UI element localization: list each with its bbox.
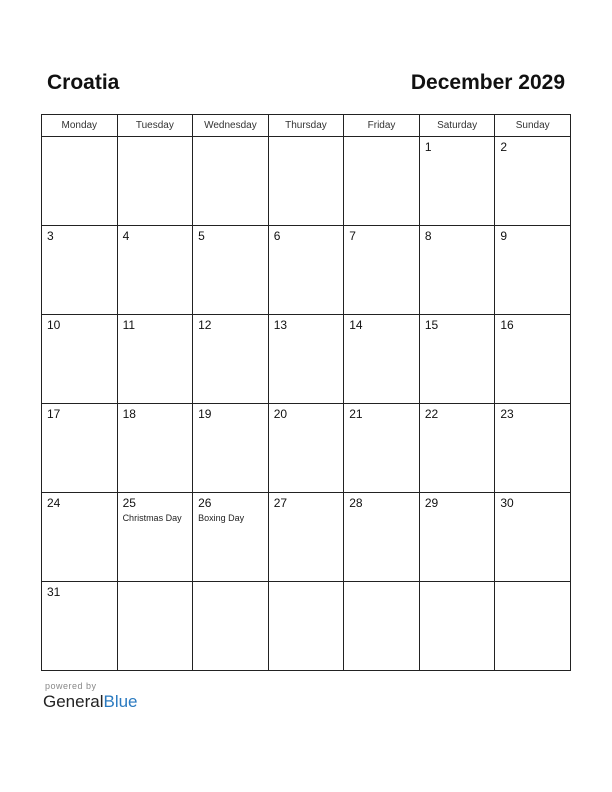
day-number: 19 — [198, 407, 212, 421]
calendar-day-cell[interactable] — [193, 493, 269, 582]
calendar-day-cell[interactable] — [495, 404, 571, 493]
calendar-day-cell[interactable] — [42, 404, 118, 493]
calendar-day-cell[interactable] — [268, 404, 344, 493]
weekday-monday: Monday — [42, 115, 118, 137]
calendar-day-cell[interactable] — [344, 226, 420, 315]
calendar-day-cell[interactable] — [42, 582, 118, 671]
calendar-day-cell[interactable] — [419, 226, 495, 315]
generalblue-logo[interactable] — [43, 692, 138, 712]
calendar-day-cell[interactable] — [419, 315, 495, 404]
calendar-day-cell[interactable] — [344, 582, 420, 671]
day-number — [344, 582, 419, 586]
footer — [43, 681, 138, 712]
calendar-day-cell[interactable] — [193, 315, 269, 404]
day-number: 26 — [198, 496, 212, 510]
calendar-day-cell[interactable] — [117, 315, 193, 404]
brand-blue-text: Blue — [103, 692, 138, 711]
weekday-thursday: Thursday — [268, 115, 344, 137]
day-number: 20 — [273, 407, 288, 421]
day-number — [495, 582, 570, 586]
calendar-day-cell[interactable] — [495, 315, 571, 404]
calendar-week-row — [42, 582, 571, 671]
country-title: Croatia — [47, 71, 120, 94]
calendar-day-cell[interactable] — [268, 137, 344, 226]
day-number: 27 — [273, 496, 288, 510]
calendar-day-cell[interactable] — [495, 493, 571, 582]
day-number: 22 — [424, 407, 439, 421]
day-number: 6 — [273, 229, 281, 243]
weekday-tuesday: Tuesday — [117, 115, 193, 137]
weekday-saturday: Saturday — [419, 115, 495, 137]
calendar-day-cell[interactable] — [117, 226, 193, 315]
month-title: December 2029 — [410, 71, 565, 94]
day-number: 13 — [273, 318, 288, 332]
calendar-day-cell[interactable] — [193, 404, 269, 493]
day-number: 9 — [500, 229, 508, 243]
calendar-day-cell[interactable] — [344, 315, 420, 404]
calendar-week-row — [42, 493, 571, 582]
calendar-day-cell[interactable] — [193, 137, 269, 226]
day-number: 25 — [122, 496, 136, 510]
calendar-week-row — [42, 226, 571, 315]
calendar-day-cell[interactable] — [117, 493, 193, 582]
day-number: 10 — [47, 318, 61, 332]
day-number: 30 — [500, 496, 514, 510]
calendar-day-cell[interactable] — [117, 404, 193, 493]
day-number: 15 — [424, 318, 439, 332]
day-number — [193, 582, 268, 586]
calendar-grid — [41, 114, 571, 671]
calendar-day-cell[interactable] — [344, 404, 420, 493]
calendar-day-cell[interactable] — [42, 315, 118, 404]
day-number — [193, 137, 268, 141]
calendar-day-cell[interactable] — [495, 582, 571, 671]
day-number: 1 — [424, 140, 432, 154]
calendar-week-row — [42, 315, 571, 404]
calendar-day-cell[interactable] — [495, 226, 571, 315]
day-number: 7 — [349, 229, 356, 243]
calendar-day-cell[interactable] — [344, 137, 420, 226]
calendar-day-cell[interactable] — [419, 582, 495, 671]
day-number: 14 — [349, 318, 363, 332]
calendar-day-cell[interactable] — [117, 582, 193, 671]
day-number: 29 — [424, 496, 439, 510]
day-number — [42, 137, 117, 141]
brand-general-text: General — [43, 692, 104, 711]
weekday-wednesday: Wednesday — [193, 115, 269, 137]
day-number: 28 — [349, 496, 363, 510]
calendar-day-cell[interactable] — [42, 226, 118, 315]
day-number — [269, 137, 344, 141]
day-number — [420, 582, 495, 586]
day-number — [269, 582, 344, 586]
holiday-label: Christmas Day — [122, 513, 182, 523]
day-number: 8 — [424, 229, 432, 243]
day-number: 21 — [349, 407, 363, 421]
calendar-day-cell[interactable] — [193, 582, 269, 671]
day-number: 16 — [500, 318, 514, 332]
day-number: 5 — [198, 229, 205, 243]
weekday-header-row — [42, 115, 571, 137]
day-number — [118, 582, 193, 586]
day-number: 2 — [500, 140, 508, 154]
calendar-day-cell[interactable] — [42, 493, 118, 582]
weekday-sunday: Sunday — [495, 115, 571, 137]
day-number: 4 — [122, 229, 130, 243]
day-number: 31 — [47, 585, 61, 599]
calendar-day-cell[interactable] — [419, 404, 495, 493]
day-number: 17 — [47, 407, 61, 421]
day-number: 23 — [500, 407, 514, 421]
day-number: 18 — [122, 407, 136, 421]
day-number — [344, 137, 419, 141]
calendar-day-cell[interactable] — [495, 137, 571, 226]
calendar-day-cell[interactable] — [268, 493, 344, 582]
calendar-day-cell[interactable] — [268, 582, 344, 671]
calendar-day-cell[interactable] — [42, 137, 118, 226]
calendar-day-cell[interactable] — [268, 315, 344, 404]
calendar-weeks — [42, 137, 571, 671]
day-number: 11 — [122, 318, 136, 332]
holiday-label: Boxing Day — [198, 513, 245, 523]
powered-by-text: powered by — [45, 681, 97, 691]
day-number — [118, 137, 193, 141]
day-number: 3 — [47, 229, 54, 243]
day-number: 24 — [47, 496, 61, 510]
calendar-week-row — [42, 404, 571, 493]
calendar-day-cell[interactable] — [268, 226, 344, 315]
calendar-day-cell[interactable] — [419, 493, 495, 582]
day-number: 12 — [198, 318, 212, 332]
calendar-day-cell[interactable] — [117, 137, 193, 226]
calendar-day-cell[interactable] — [344, 493, 420, 582]
calendar-day-cell[interactable] — [419, 137, 495, 226]
calendar-week-row — [42, 137, 571, 226]
weekday-friday: Friday — [344, 115, 420, 137]
calendar-day-cell[interactable] — [193, 226, 269, 315]
